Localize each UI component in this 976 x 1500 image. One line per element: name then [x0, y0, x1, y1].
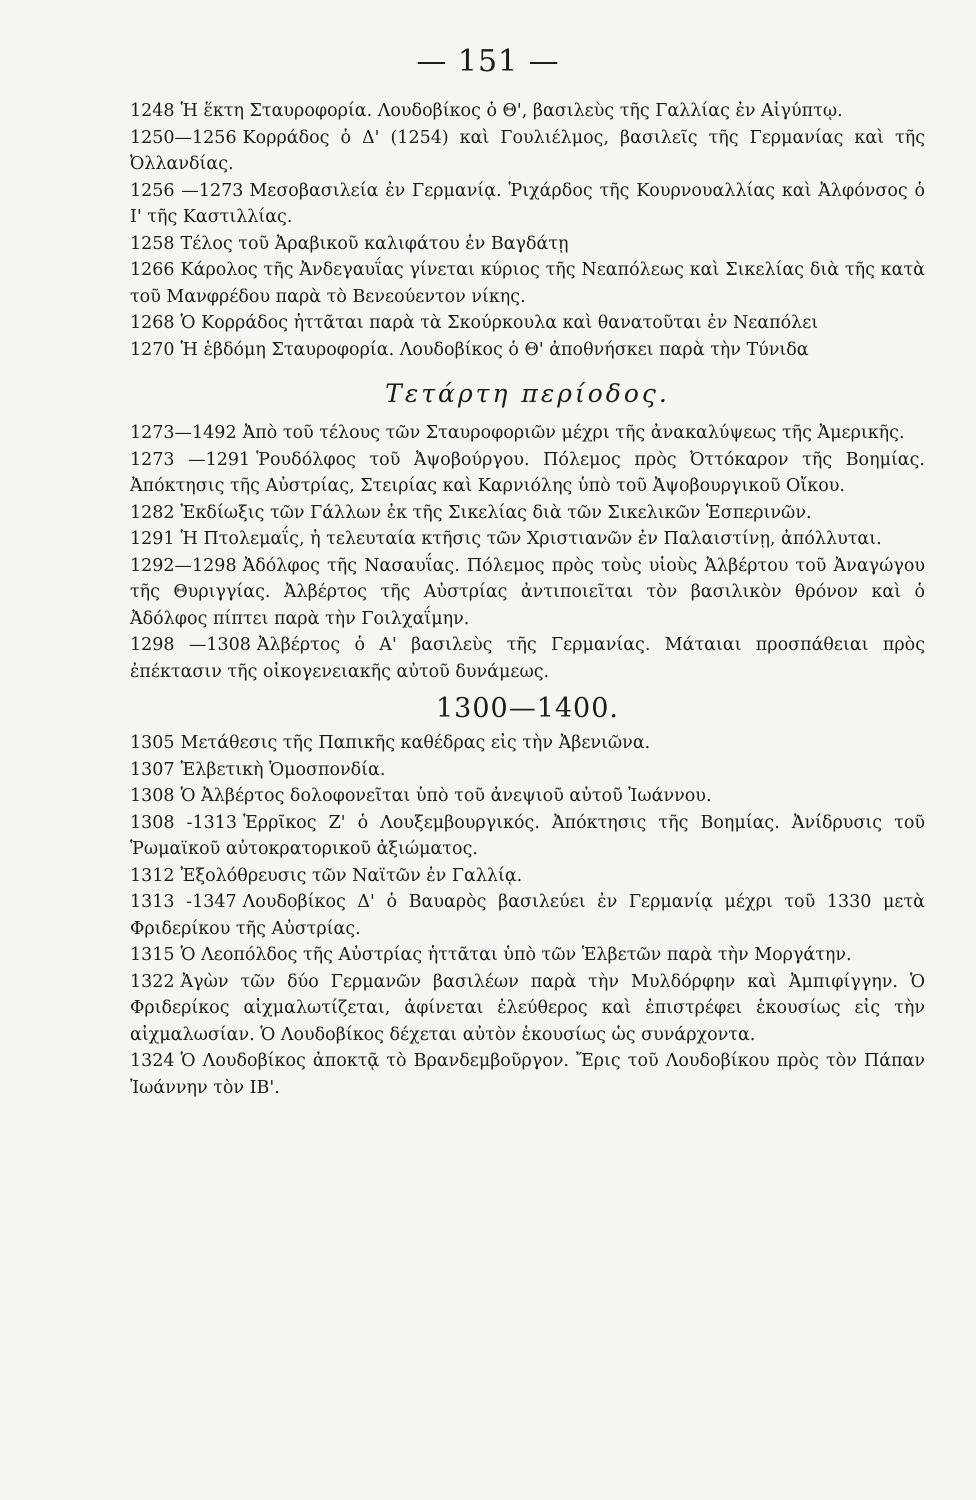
- chronology-entry: [130, 257, 925, 310]
- entry-year: 1308: [130, 786, 175, 806]
- entry-year: 1291: [130, 529, 175, 549]
- entry-text: Κορράδος ὁ Δ' (1254) καὶ Γουλιέλμος, βασιλεῖς τῆς Γερμανίας καὶ τῆς Ὀλλανδίας.: [130, 127, 925, 174]
- chronology-entry: [130, 730, 925, 757]
- entry-text: Ἡ ἕκτη Σταυροφορία. Λουδοβίκος ὁ Θ', βασιλεὺς τῆς Γαλλίας ἐν Αἰγύπτῳ.: [180, 101, 843, 121]
- chronology-entry: [130, 420, 925, 447]
- entry-year: 1307: [130, 759, 175, 780]
- entries-block-1: [130, 98, 925, 363]
- page-number: — 151 —: [416, 44, 560, 79]
- entry-text: Ὁ Λεοπόλδος τῆς Αὐστρίας ἡττᾶται ὑπὸ τῶν Ἑλβετῶν παρὰ τὴν Μοργάτην.: [180, 945, 852, 965]
- entry-year: 1256 —1273: [130, 180, 244, 201]
- entry-text: Ἀλβέρτος ὁ Α' βασιλεὺς τῆς Γερμανίας. Μάταιαι προσπάθειαι πρὸς ἐπέκτασιν τῆς οἰκογενειακῆς αὐτοῦ δυνάμεως.: [130, 635, 925, 682]
- entry-text: Ἡ Πτολεμαΐς, ἡ τελευταία κτῆσις τῶν Χριστιανῶν ἐν Παλαιστίνῃ, ἀπόλλυται.: [180, 529, 882, 549]
- entry-text: Ῥουδόλφος τοῦ Ἀψοβούργου. Πόλεμος πρὸς Ὀττόκαρον τῆς Βοημίας. Ἀπόκτησις τῆς Αὐστρίας, Στειρίας καὶ Καρνιόλης ὑπὸ τοῦ Ἀψοβουργικοῦ Οἴκου.: [130, 449, 925, 496]
- chronology-entry: [130, 500, 925, 527]
- chronology-entry: [130, 178, 925, 231]
- entry-text: Ἡ ἑβδόμη Σταυροφορία. Λουδοβίκος ὁ Θ' ἀποθνήσκει παρὰ τὴν Τύνιδα: [180, 339, 809, 360]
- century-heading: 1300—1400.: [435, 693, 619, 724]
- entry-text: Ἐκδίωξις τῶν Γάλλων ἐκ τῆς Σικελίας διὰ τῶν Σικελικῶν Ἑσπερινῶν.: [180, 502, 812, 523]
- entry-year: 1312: [130, 865, 175, 886]
- entry-year: 1313 -1347: [130, 892, 237, 912]
- entry-year: 1324: [130, 1051, 175, 1071]
- entry-text: Κάρολος τῆς Ἀνδεγαυΐας γίνεται κύριος τῆς Νεαπόλεως καὶ Σικελίας διὰ τῆς κατὰ τοῦ Μανφρέδου παρὰ τὸ Βενεούεντον νίκης.: [130, 260, 925, 307]
- entry-text: Ἀπὸ τοῦ τέλους τῶν Σταυροφοριῶν μέχρι τῆς ἀνακαλύψεως τῆς Ἀμερικῆς.: [242, 423, 905, 443]
- chronology-entry: [130, 125, 925, 178]
- entry-text: Μεσοβασιλεία ἐν Γερμανίᾳ. Ῥιχάρδος τῆς Κουρνουαλλίας καὶ Ἀλφόνσος ὁ Ι' τῆς Καστιλλίας.: [130, 180, 925, 227]
- entry-text: Ὁ Ἀλβέρτος δολοφονεῖται ὑπὸ τοῦ ἀνεψιοῦ αὐτοῦ Ἰωάννου.: [180, 786, 712, 806]
- entry-year: 1305: [130, 733, 175, 753]
- entries-block-3: [130, 730, 925, 1101]
- entry-year: 1258: [130, 233, 175, 254]
- entry-text: Λουδοβίκος Δ' ὁ Βαυαρὸς βασιλεύει ἐν Γερμανίᾳ μέχρι τοῦ 1330 μετὰ Φριδερίκου τῆς Αὐστρίας.: [130, 892, 925, 939]
- entry-text: Ἀγὼν τῶν δύο Γερμανῶν βασιλέων παρὰ τὴν Μυλδόρφην καὶ Ἀμπιφίγγην. Ὁ Φριδερίκος αἰχμαλωτίζεται, ἀφίνεται ἐλεύθερος καὶ ἐπιστρέφει ἑκουσίως εἰς τὴν αἰχμαλωσίαν. Ὁ Λουδοβίκος δέχεται αὐτὸν ἑκουσίως ὡς συνάρχοντα.: [130, 971, 925, 1045]
- chronology-entry: [130, 337, 925, 364]
- entry-text: Ὁ Κορράδος ἡττᾶται παρὰ τὰ Σκούρκουλα καὶ θανατοῦται ἐν Νεαπόλει: [180, 313, 819, 333]
- entry-text: Ὁ Λουδοβίκος ἀποκτᾷ τὸ Βρανδεμβοῦργον. Ἔρις τοῦ Λουδοβίκου πρὸς τὸν Πάπαν Ἰωάννην τὸν ΙΒ'.: [130, 1051, 925, 1098]
- entry-year: 1273 —1291: [130, 449, 251, 470]
- page-content: [130, 98, 925, 1101]
- entry-year: 1282: [130, 502, 175, 523]
- entry-year: 1298 —1308: [130, 635, 251, 655]
- chronology-entry: [130, 889, 925, 942]
- entry-text: Ἑλβετικὴ Ὁμοσπονδία.: [180, 759, 386, 780]
- entry-year: 1315: [130, 945, 175, 965]
- entry-year: 1266: [130, 260, 175, 280]
- chronology-entry: [130, 783, 925, 810]
- chronology-entry: [130, 1048, 925, 1101]
- chronology-entry: [130, 942, 925, 969]
- entries-block-2: [130, 420, 925, 685]
- chronology-entry: [130, 757, 925, 784]
- entry-text: Ἑρρῖκος Ζ' ὁ Λουξεμβουργικός. Ἀπόκτησις τῆς Βοημίας. Ἀνίδρυσις τοῦ Ῥωμαϊκοῦ αὐτοκρατορικοῦ ἀξιώματος.: [130, 812, 925, 859]
- entry-text: Μετάθεσις τῆς Παπικῆς καθέδρας εἰς τὴν Ἀβενιῶνα.: [180, 733, 651, 753]
- entry-year: 1268: [130, 313, 175, 333]
- chronology-entry: [130, 310, 925, 337]
- entry-year: 1273—1492: [130, 423, 237, 443]
- entry-year: 1308 -1313: [130, 812, 238, 833]
- entry-text: Ἀδόλφος τῆς Νασαυΐας. Πόλεμος πρὸς τοὺς υἱοὺς Ἀλβέρτου τοῦ Ἀναγώγου τῆς Θυριγγίας. Ἀλβέρτος τῆς Αὐστρίας ἀντιποιεῖται τὸν βασιλικὸν θρόνον καὶ ὁ Ἀδόλφος πίπτει παρὰ τὴν Γοιλχαΐμην.: [130, 555, 925, 629]
- chronology-entry: [130, 553, 925, 633]
- chronology-entry: [130, 632, 925, 685]
- entry-year: 1250—1256: [130, 127, 237, 148]
- chronology-entry: [130, 98, 925, 125]
- entry-year: 1292—1298: [130, 555, 237, 576]
- chronology-entry: [130, 810, 925, 863]
- chronology-entry: [130, 969, 925, 1049]
- entry-text: Τέλος τοῦ Ἀραβικοῦ καλιφάτου ἐν Βαγδάτῃ: [180, 233, 569, 254]
- entry-text: Ἐξολόθρευσις τῶν Ναϊτῶν ἐν Γαλλίᾳ.: [180, 865, 523, 886]
- chronology-entry: [130, 526, 925, 553]
- entry-year: 1322: [130, 971, 175, 992]
- period-heading: Τετάρτη περίοδος.: [385, 379, 670, 408]
- entry-year: 1248: [130, 101, 175, 121]
- entry-year: 1270: [130, 339, 175, 360]
- chronology-entry: [130, 447, 925, 500]
- chronology-entry: [130, 231, 925, 258]
- chronology-entry: [130, 863, 925, 890]
